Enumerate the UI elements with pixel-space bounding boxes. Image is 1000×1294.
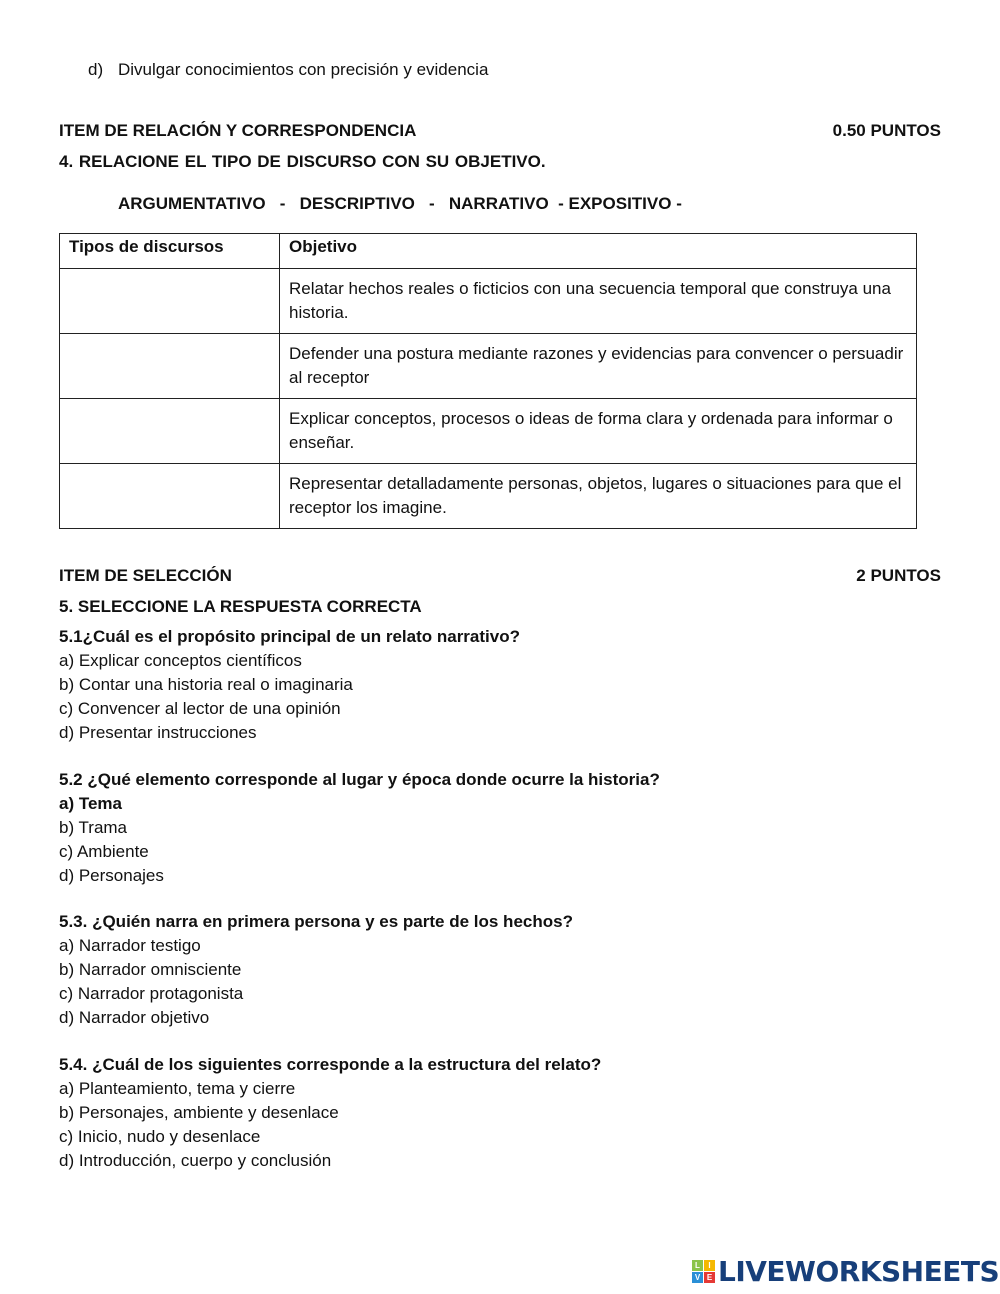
prev-option-letter: d) <box>88 60 104 79</box>
section4-title: ITEM DE RELACIÓN Y CORRESPONDENCIA <box>59 121 417 140</box>
objective-cell: Relatar hechos reales o ficticios con una secuencia temporal que construya una historia. <box>280 269 917 334</box>
type-answer-cell[interactable] <box>60 269 280 334</box>
section5-points: 2 PUNTOS <box>856 566 941 585</box>
logo-text: LIVEWORKSHEETS <box>718 1255 1000 1288</box>
answer-option[interactable]: d) Introducción, cuerpo y conclusión <box>59 1151 332 1170</box>
answer-option[interactable]: d) Narrador objetivo <box>59 1008 210 1027</box>
prev-option-text: Divulgar conocimientos con precisión y evidencia <box>118 60 489 79</box>
table-row <box>60 334 917 399</box>
discourse-table <box>59 233 917 529</box>
answer-option[interactable]: a) Explicar conceptos científicos <box>59 651 302 670</box>
question-3: 5.3. ¿Quién narra en primera persona y es parte de los hechos? <box>59 912 573 931</box>
section4-question: 4. RELACIONE EL TIPO DE DISCURSO CON SU OBJETIVO. <box>59 152 546 171</box>
question-2: 5.2 ¿Qué elemento corresponde al lugar y época donde ocurre la historia? <box>59 770 660 789</box>
section5-title: ITEM DE SELECCIÓN <box>59 566 232 585</box>
objective-cell: Defender una postura mediante razones y evidencias para convencer o persuadir al receptor <box>280 334 917 399</box>
answer-option[interactable]: d) Personajes <box>59 866 164 885</box>
answer-option[interactable]: c) Ambiente <box>59 842 149 861</box>
answer-option[interactable]: b) Personajes, ambiente y desenlace <box>59 1103 339 1122</box>
section5-instruction: 5. SELECCIONE LA RESPUESTA CORRECTA <box>59 597 422 616</box>
table-row <box>60 399 917 464</box>
objective-cell: Representar detalladamente personas, objetos, lugares o situaciones para que el receptor los imagine. <box>280 464 917 529</box>
answer-option[interactable]: c) Narrador protagonista <box>59 984 244 1003</box>
answer-option[interactable]: b) Narrador omnisciente <box>59 960 242 979</box>
answer-option[interactable]: a) Narrador testigo <box>59 936 201 955</box>
liveworksheets-logo <box>692 1255 999 1288</box>
answer-option[interactable]: c) Inicio, nudo y desenlace <box>59 1127 261 1146</box>
table-header-row <box>60 234 917 269</box>
answer-option[interactable]: d) Presentar instrucciones <box>59 723 257 742</box>
header-objective: Objetivo <box>280 234 917 269</box>
answer-option[interactable]: a) Planteamiento, tema y cierre <box>59 1079 296 1098</box>
type-answer-cell[interactable] <box>60 464 280 529</box>
type-answer-cell[interactable] <box>60 399 280 464</box>
header-types: Tipos de discursos <box>60 234 280 269</box>
objective-cell: Explicar conceptos, procesos o ideas de forma clara y ordenada para informar o enseñar. <box>280 399 917 464</box>
table-row <box>60 269 917 334</box>
word-bank: ARGUMENTATIVO - DESCRIPTIVO - NARRATIVO - EXPOSITIVO - <box>118 194 682 213</box>
table-row <box>60 464 917 529</box>
question-4: 5.4. ¿Cuál de los siguientes corresponde a la estructura del relato? <box>59 1055 602 1074</box>
answer-option[interactable]: a) Tema <box>59 794 122 813</box>
answer-option[interactable]: b) Contar una historia real o imaginaria <box>59 675 353 694</box>
logo-tiles-icon: L I V E <box>692 1260 715 1283</box>
answer-option[interactable]: c) Convencer al lector de una opinión <box>59 699 341 718</box>
type-answer-cell[interactable] <box>60 334 280 399</box>
section4-points: 0.50 PUNTOS <box>832 121 941 140</box>
question-1: 5.1¿Cuál es el propósito principal de un relato narrativo? <box>59 627 520 646</box>
answer-option[interactable]: b) Trama <box>59 818 128 837</box>
